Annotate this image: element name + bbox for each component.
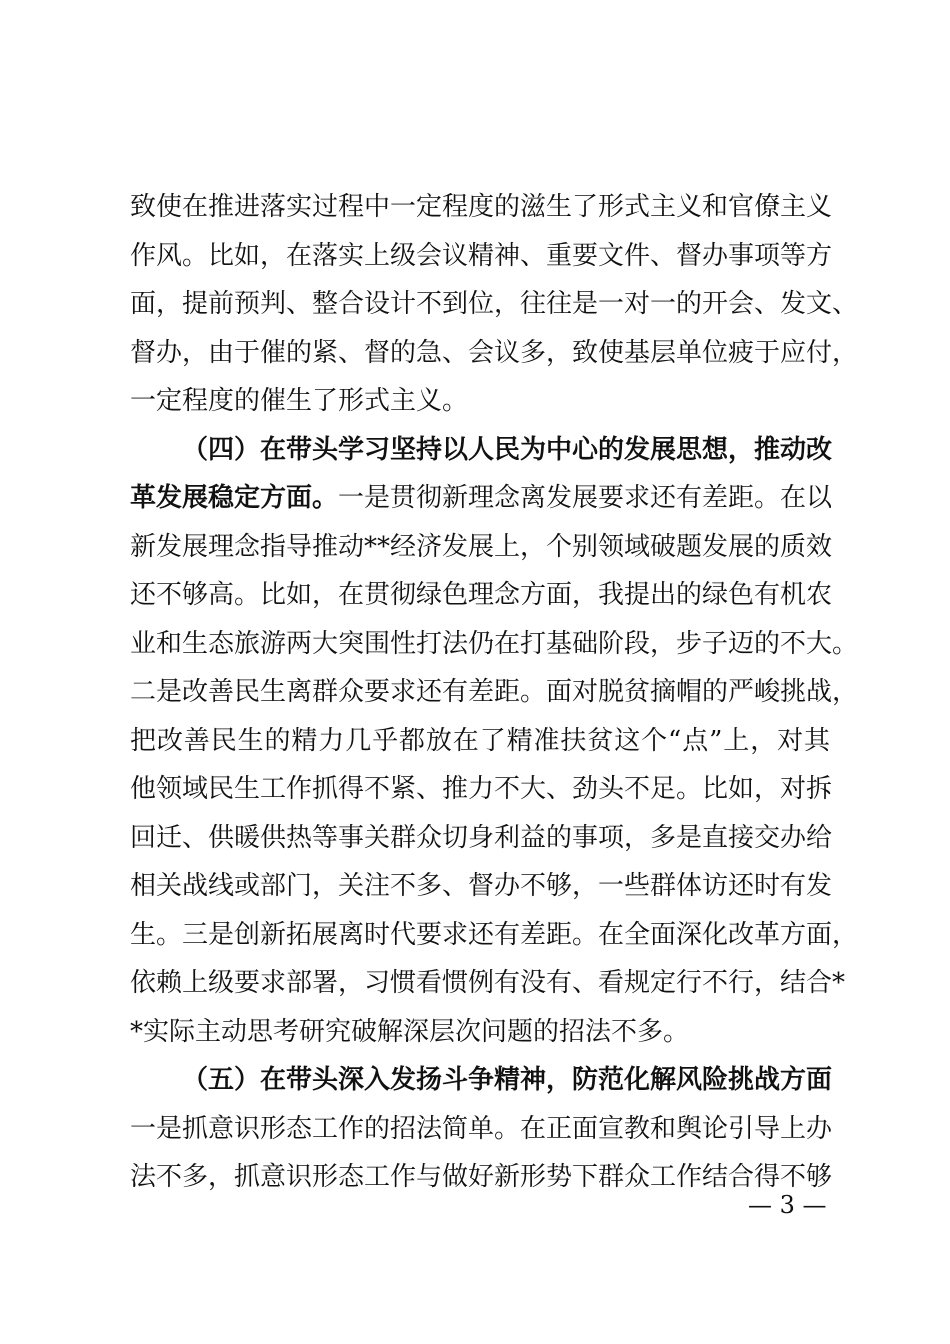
text-line: 法不多，抓意识形态工作与做好新形势下群众工作结合得不够 [130,1162,833,1192]
text-line: *实际主动思考研究破解深层次问题的招法不多。 [130,1016,690,1047]
text-line: 回迁、供暖供热等事关群众切身利益的事项，多是直接交办给 [130,822,833,853]
text-line: 把改善民生的精力几乎都放在了精准扶贫这个“点”上，对其 [130,725,830,756]
body-text [130,183,859,1202]
text-line: 相关战线或部门，关注不多、督办不够，一些群体访还时有发 [130,871,833,901]
text-line: 作风。比如，在落实上级会议精神、重要文件、督办事项等方 [130,240,833,271]
text-line: 二是改善民生离群众要求还有差距。面对脱贫摘帽的严峻挑战， [130,677,859,707]
heading-text: （四）在带头学习坚持以人民为中心的发展思想，推动改 [182,434,833,465]
text-line: 一定程度的催生了形式主义。 [130,386,469,416]
text-line: 新发展理念指导推动**经济发展上，个别领域破题发展的质效 [130,531,833,562]
text-line: 他领域民生工作抓得不紧、推力不大、劲头不足。比如，对拆 [130,774,833,804]
heading-text: （五）在带头深入发扬斗争精神，防范化解风险挑战方面 [182,1065,833,1095]
text-line: 业和生态旅游两大突围性打法仍在打基础阶段，步子迈的不大。 [130,628,859,659]
text-line: 生。三是创新拓展离时代要求还有差距。在全面深化改革方面， [130,919,859,950]
text-line: 致使在推进落实过程中一定程度的滋生了形式主义和官僚主义 [130,192,833,222]
text-line [130,474,833,523]
text-line: 一是抓意识形态工作的招法简单。在正面宣教和舆论引导上办 [130,1113,833,1144]
section-heading-4 [130,426,833,475]
page-number: — 3 — [748,1191,827,1219]
line-text: 一是贯彻新理念离发展要求还有差距。在以 [338,483,833,513]
text-line: 依赖上级要求部署，习惯看惯例有没有、看规定行不行，结合* [130,968,846,998]
text-line: 督办，由于催的紧、督的急、会议多，致使基层单位疲于应付， [130,337,859,368]
section-heading-5 [130,1056,833,1105]
heading-text: 革发展稳定方面。 [130,483,339,513]
text-line: 面，提前预判、整合设计不到位，往往是一对一的开会、发文、 [130,289,859,319]
text-line: 还不够高。比如，在贯彻绿色理念方面，我提出的绿色有机农 [130,580,833,610]
